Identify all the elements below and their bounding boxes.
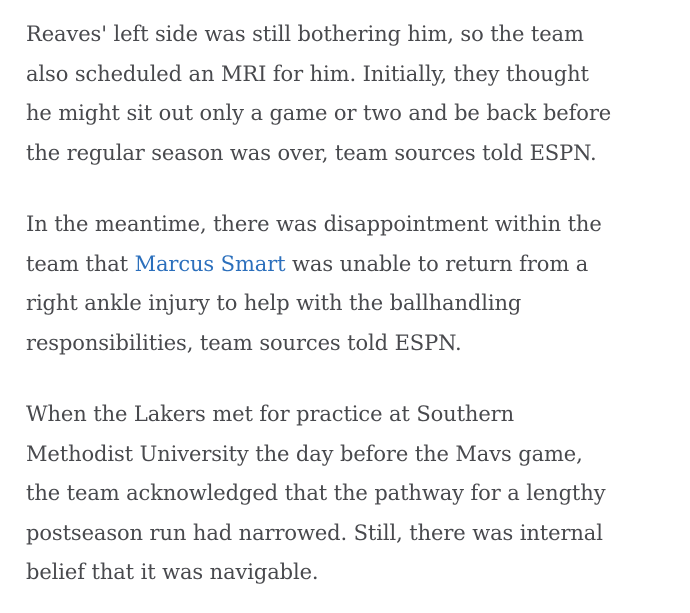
text-line: right ankle injury to help with the ballhandling [26,291,522,315]
text-line: he might sit out only a game or two and be back before [26,101,612,125]
article-paragraph [26,15,666,173]
marcus-smart-link[interactable]: Marcus Smart [134,251,286,276]
text-line: the team acknowledged that the pathway for a lengthy [26,481,606,505]
text-line: responsibilities, team sources told ESPN. [26,330,462,355]
text-line: Reaves' left side was still bothering him, so the team [26,22,584,46]
text-line: When the Lakers met for practice at Southern [26,402,515,426]
text-segment: was unable to return from a [285,251,589,276]
text-line: In the meantime, there was disappointment within the [26,212,602,236]
text-line: postseason run had narrowed. Still, there was internal [26,520,603,545]
text-line: the regular season was over, team sources told ESPN. [26,140,597,165]
text-line: also scheduled an MRI for him. Initially, they thought [26,61,589,86]
article-paragraph [26,395,666,593]
text-line [26,245,666,285]
article-paragraph [26,205,666,363]
text-line: belief that it was navigable. [26,560,319,584]
text-line: Methodist University the day before the Mavs game, [26,441,583,466]
text-segment: team that [26,251,135,276]
